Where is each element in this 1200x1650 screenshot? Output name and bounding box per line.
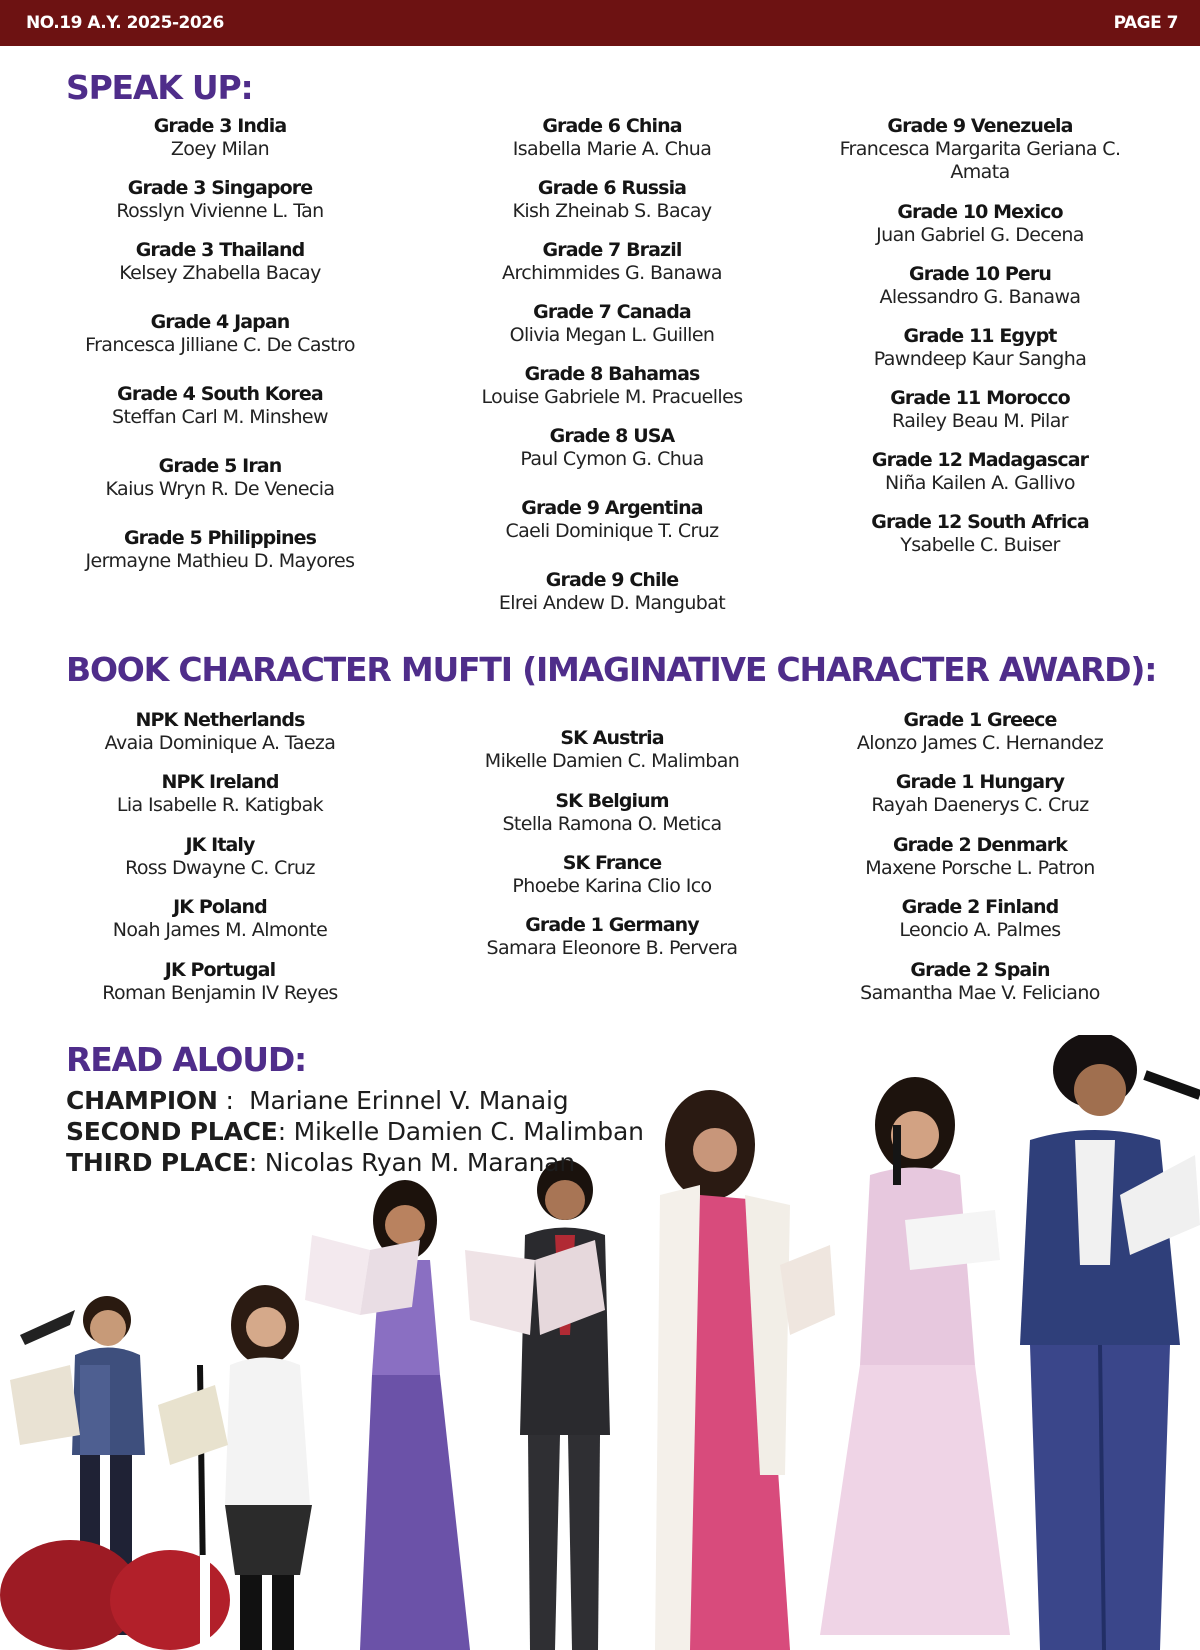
entry-name: Samantha Mae V. Feliciano <box>860 982 1100 1004</box>
entry-name: Rayah Daenerys C. Cruz <box>871 794 1089 816</box>
list-item <box>422 496 802 543</box>
third-place-name: : Nicolas Ryan M. Maranan <box>248 1148 575 1177</box>
champion-separator: : <box>217 1086 250 1115</box>
entry-grade: JK Poland <box>173 896 267 918</box>
third-place-line <box>66 1147 644 1178</box>
entry-grade: Grade 1 Greece <box>903 709 1057 731</box>
entry-grade: Grade 2 Finland <box>901 896 1059 918</box>
entry-name: Mikelle Damien C. Malimban <box>484 750 740 772</box>
list-item <box>30 958 410 1005</box>
list-item <box>422 362 802 409</box>
entry-grade: Grade 9 Argentina <box>521 497 703 519</box>
list-item <box>422 568 802 615</box>
entry-grade: Grade 9 Chile <box>545 569 679 591</box>
read-aloud-title: READ ALOUD: <box>66 1040 307 1079</box>
list-item <box>790 770 1170 817</box>
list-item <box>790 324 1170 371</box>
mufti-title: BOOK CHARACTER MUFTI (IMAGINATIVE CHARACTER AWARD): <box>66 650 1157 689</box>
list-item <box>30 454 410 501</box>
entry-name: Avaia Dominique A. Taeza <box>104 732 336 754</box>
header-bar <box>0 0 1200 46</box>
entry-name: Kish Zheinab S. Bacay <box>512 200 712 222</box>
entry-name: Olivia Megan L. Guillen <box>509 324 715 346</box>
entry-grade: Grade 3 India <box>153 115 287 137</box>
entry-grade: Grade 2 Spain <box>910 959 1050 981</box>
entry-name: Paul Cymon G. Chua <box>520 448 704 470</box>
entry-grade: Grade 7 Canada <box>533 301 691 323</box>
entry-grade: Grade 6 Russia <box>537 177 687 199</box>
list-item <box>30 895 410 942</box>
entry-name: Zoey Milan <box>170 138 270 160</box>
list-item <box>790 958 1170 1005</box>
entry-grade: Grade 11 Morocco <box>890 387 1070 409</box>
list-item <box>30 833 410 880</box>
entry-grade: SK France <box>562 852 662 874</box>
list-item <box>422 913 802 960</box>
entry-grade: JK Italy <box>185 834 255 856</box>
list-item <box>790 895 1170 942</box>
issue-label: NO.19 A.Y. 2025-2026 <box>26 13 224 33</box>
entry-name: Niña Kailen A. Gallivo <box>885 472 1075 494</box>
read-aloud-results <box>66 1085 644 1178</box>
entry-name: Rosslyn Vivienne L. Tan <box>116 200 324 222</box>
entry-name: Kaius Wryn R. De Venecia <box>105 478 335 500</box>
entry-grade: Grade 5 Philippines <box>123 527 317 549</box>
entry-name: Isabella Marie A. Chua <box>512 138 712 160</box>
entry-grade: NPK Netherlands <box>135 709 305 731</box>
list-item <box>790 386 1170 433</box>
second-place-label: SECOND PLACE <box>66 1117 278 1146</box>
second-place-name: : Mikelle Damien C. Malimban <box>277 1117 644 1146</box>
entry-grade: Grade 5 Iran <box>158 455 282 477</box>
second-place-line <box>66 1116 644 1147</box>
entry-name: Louise Gabriele M. Pracuelles <box>481 386 743 408</box>
performer-7 <box>1020 1035 1200 1650</box>
entry-grade: Grade 4 Japan <box>150 311 290 333</box>
entry-name: Juan Gabriel G. Decena <box>876 224 1084 246</box>
entry-name: Maxene Porsche L. Patron <box>865 857 1095 879</box>
entry-name: Samara Eleonore B. Pervera <box>486 937 738 959</box>
list-item <box>30 526 410 573</box>
entry-name: Jermayne Mathieu D. Mayores <box>85 550 355 572</box>
list-item <box>30 238 410 285</box>
champion-label: CHAMPION <box>66 1086 218 1115</box>
entry-name: Noah James M. Almonte <box>112 919 328 941</box>
list-item <box>790 510 1170 557</box>
list-item <box>30 176 410 223</box>
list-item <box>422 789 802 836</box>
entry-grade: Grade 11 Egypt <box>903 325 1057 347</box>
entry-name: Kelsey Zhabella Bacay <box>119 262 321 284</box>
entry-grade: SK Belgium <box>555 790 669 812</box>
champion-name: Mariane Erinnel V. Manaig <box>249 1086 569 1115</box>
entry-name: Roman Benjamin IV Reyes <box>102 982 338 1004</box>
page-number: PAGE 7 <box>1113 13 1178 33</box>
speak-up-title: SPEAK UP: <box>66 68 253 107</box>
entry-name: Alessandro G. Banawa <box>879 286 1081 308</box>
performer-4 <box>465 1160 610 1650</box>
entry-grade: Grade 8 USA <box>549 425 675 447</box>
list-item <box>790 708 1170 755</box>
list-item <box>30 708 410 755</box>
entry-grade: Grade 2 Denmark <box>892 834 1068 856</box>
performer-3 <box>305 1180 470 1650</box>
entry-grade: NPK Ireland <box>161 771 279 793</box>
list-item <box>422 851 802 898</box>
entry-grade: Grade 9 Venezuela <box>887 115 1073 137</box>
entry-name: Ross Dwayne C. Cruz <box>125 857 315 879</box>
entry-grade: Grade 8 Bahamas <box>524 363 700 385</box>
entry-grade: Grade 10 Peru <box>909 263 1051 285</box>
entry-name: Pawndeep Kaur Sangha <box>873 348 1087 370</box>
entry-grade: Grade 3 Thailand <box>135 239 305 261</box>
entry-name: Ysabelle C. Buiser <box>900 534 1060 556</box>
entry-name: Phoebe Karina Clio Ico <box>512 875 712 897</box>
entry-name: Steffan Carl M. Minshew <box>112 406 328 428</box>
list-item <box>422 300 802 347</box>
entry-name: Francesca Jilliane C. De Castro <box>85 334 355 356</box>
entry-name: Archimmides G. Banawa <box>502 262 722 284</box>
entry-name: Caeli Dominique T. Cruz <box>505 520 719 542</box>
list-item <box>30 310 410 357</box>
entry-grade: Grade 12 South Africa <box>871 511 1089 533</box>
list-item <box>422 176 802 223</box>
performer-6 <box>820 1077 1010 1635</box>
entry-grade: SK Austria <box>560 727 664 749</box>
entry-grade: JK Portugal <box>164 959 276 981</box>
entry-grade: Grade 6 China <box>542 115 682 137</box>
entry-grade: Grade 4 South Korea <box>117 383 323 405</box>
entry-name: Francesca Margarita Geriana C. Amata <box>839 138 1121 183</box>
entry-name: Alonzo James C. Hernandez <box>856 732 1104 754</box>
list-item <box>790 262 1170 309</box>
list-item <box>422 238 802 285</box>
list-item <box>422 114 802 161</box>
entry-grade: Grade 10 Mexico <box>897 201 1063 223</box>
third-place-label: THIRD PLACE <box>66 1148 249 1177</box>
list-item <box>30 770 410 817</box>
entry-grade: Grade 1 Hungary <box>895 771 1065 793</box>
performer-5 <box>655 1090 835 1650</box>
champion-line <box>66 1085 644 1116</box>
entry-name: Stella Ramona O. Metica <box>502 813 722 835</box>
list-item <box>790 448 1170 495</box>
list-item <box>30 114 410 161</box>
entry-grade: Grade 3 Singapore <box>127 177 313 199</box>
list-item <box>30 382 410 429</box>
entry-name: Elrei Andew D. Mangubat <box>498 592 726 614</box>
entry-name: Lia Isabelle R. Katigbak <box>116 794 324 816</box>
list-item <box>790 114 1170 184</box>
entry-grade: Grade 1 Germany <box>525 914 699 936</box>
entry-name: Railey Beau M. Pilar <box>892 410 1068 432</box>
list-item <box>422 726 802 773</box>
entry-grade: Grade 7 Brazil <box>542 239 682 261</box>
list-item <box>422 424 802 471</box>
list-item <box>790 833 1170 880</box>
list-item <box>790 200 1170 247</box>
entry-grade: Grade 12 Madagascar <box>871 449 1089 471</box>
entry-name: Leoncio A. Palmes <box>899 919 1061 941</box>
